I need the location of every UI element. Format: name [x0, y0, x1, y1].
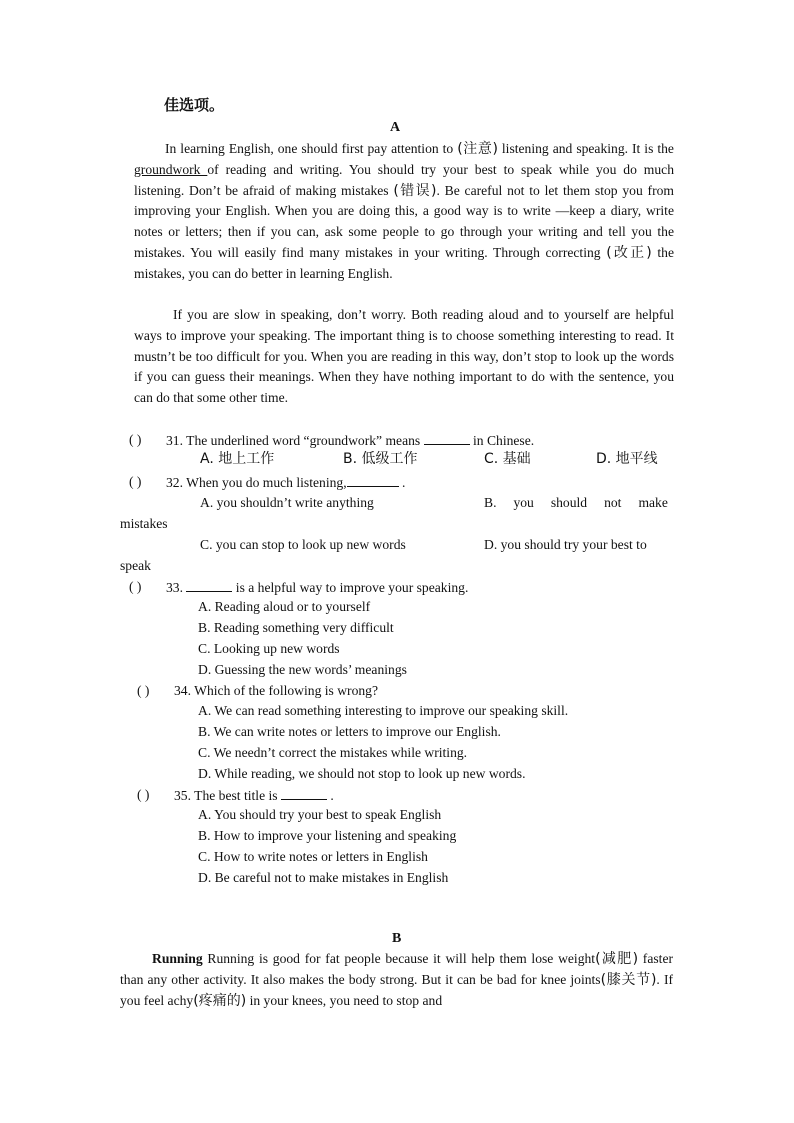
- option-a[interactable]: A. We can read something interesting to improve our speaking skill.: [198, 703, 569, 718]
- option-a[interactable]: A. you shouldn’t write anything: [200, 495, 374, 510]
- text-run: of reading and writing. You should try your best to speak while you do much listening. Don’t be afraid of making mistakes: [134, 161, 674, 198]
- option-d[interactable]: D. While reading, we should not stop to look up new words.: [198, 766, 526, 781]
- option-b[interactable]: B. Reading something very difficult: [198, 620, 394, 635]
- option-d[interactable]: D. Be careful not to make mistakes in English: [198, 870, 449, 885]
- option-c[interactable]: C. How to write notes or letters in English: [198, 849, 428, 864]
- question-stem: 34. Which of the following is wrong?: [174, 683, 378, 698]
- option-b[interactable]: B. How to improve your listening and speaking: [198, 828, 457, 843]
- passage-a-paragraph-2: If you are slow in speaking, don’t worry. Both reading aloud and to yourself are helpful ways to improve your speaking. The important thing is to choose something interesting to read. It mustn’t be too difficult for you. When you are reading in this way, don’t stop to look up the words if you can guess their meanings. When they have nothing important to do with the sentence, you can do that some other time.: [134, 307, 674, 406]
- option-d-wrap: speak: [120, 558, 151, 573]
- option-c[interactable]: C. We needn’t correct the mistakes while writing.: [198, 745, 468, 760]
- text-run: . If you feel achy: [120, 971, 673, 1008]
- option-a[interactable]: A. Reading aloud or to yourself: [198, 599, 371, 614]
- text-run: listening and speaking. It is the: [497, 141, 674, 156]
- chinese-gloss: (注意): [457, 141, 498, 157]
- answer-paren[interactable]: ( ): [129, 474, 142, 489]
- passage-b-paragraph-1: [120, 949, 673, 1011]
- question-stem: 35. The best title is .: [174, 788, 334, 803]
- option-d[interactable]: D. Guessing the new words’ meanings: [198, 662, 407, 677]
- question-stem: 33. is a helpful way to improve your speaking.: [166, 580, 469, 595]
- chinese-gloss: (改正): [606, 244, 652, 261]
- passage-a-paragraph-1: [134, 139, 674, 285]
- option-b[interactable]: B. 低级工作: [343, 451, 418, 467]
- option-c[interactable]: C. Looking up new words: [198, 641, 340, 656]
- text-run: faster than any other activity. It also makes the body strong. But it can be bad for knee joints: [120, 951, 673, 987]
- question-stem: 31. The underlined word “groundwork” means in Chinese.: [166, 433, 535, 448]
- question-stem: 32. When you do much listening, .: [166, 475, 406, 490]
- answer-blank: [186, 580, 232, 592]
- text-run: In learning English, one should first pay attention to: [165, 141, 458, 156]
- bold-title: Running: [152, 951, 203, 966]
- text-run: Running is good for fat people because it will help them lose weight: [202, 951, 596, 966]
- chinese-gloss: (膝关节): [600, 971, 657, 988]
- answer-blank: [347, 475, 399, 487]
- chinese-gloss: (疼痛的): [193, 992, 247, 1009]
- answer-blank: [281, 788, 327, 800]
- option-d[interactable]: D. you should try your best to: [484, 537, 647, 552]
- answer-paren[interactable]: ( ): [129, 579, 142, 594]
- option-c[interactable]: C. 基础: [484, 451, 531, 467]
- answer-paren[interactable]: ( ): [137, 787, 150, 802]
- answer-paren[interactable]: ( ): [129, 432, 142, 447]
- text-run: in your knees, you need to stop and: [246, 992, 443, 1008]
- chinese-gloss: (错误): [393, 182, 437, 199]
- section-instruction-fragment: 佳选项。: [164, 96, 225, 114]
- underlined-word: groundwork: [134, 161, 208, 177]
- option-d[interactable]: D. 地平线: [596, 451, 658, 467]
- option-a[interactable]: A. 地上工作: [200, 451, 275, 467]
- answer-blank: [424, 433, 470, 445]
- option-b-wrap: mistakes: [120, 516, 168, 531]
- option-b[interactable]: B. We can write notes or letters to improve our English.: [198, 724, 501, 739]
- chinese-gloss: (减肥): [595, 951, 639, 967]
- passage-b-heading: B: [392, 931, 402, 946]
- option-b[interactable]: B. you should not make: [484, 495, 668, 510]
- passage-a-heading: A: [390, 120, 401, 135]
- answer-paren[interactable]: ( ): [137, 683, 150, 698]
- option-c[interactable]: C. you can stop to look up new words: [200, 537, 406, 552]
- text-run: the mistakes, you can do better in learning English.: [134, 244, 674, 281]
- text-run: . Be careful not to let them stop you from improving your English. When you are doing this, a good way is to write —keep a diary, write notes or letters; then if you can, ask some people to go through your writing and tell you the mistakes. You will easily find many mistakes in your writing. Through correcting: [134, 182, 674, 260]
- option-a[interactable]: A. You should try your best to speak English: [198, 807, 442, 822]
